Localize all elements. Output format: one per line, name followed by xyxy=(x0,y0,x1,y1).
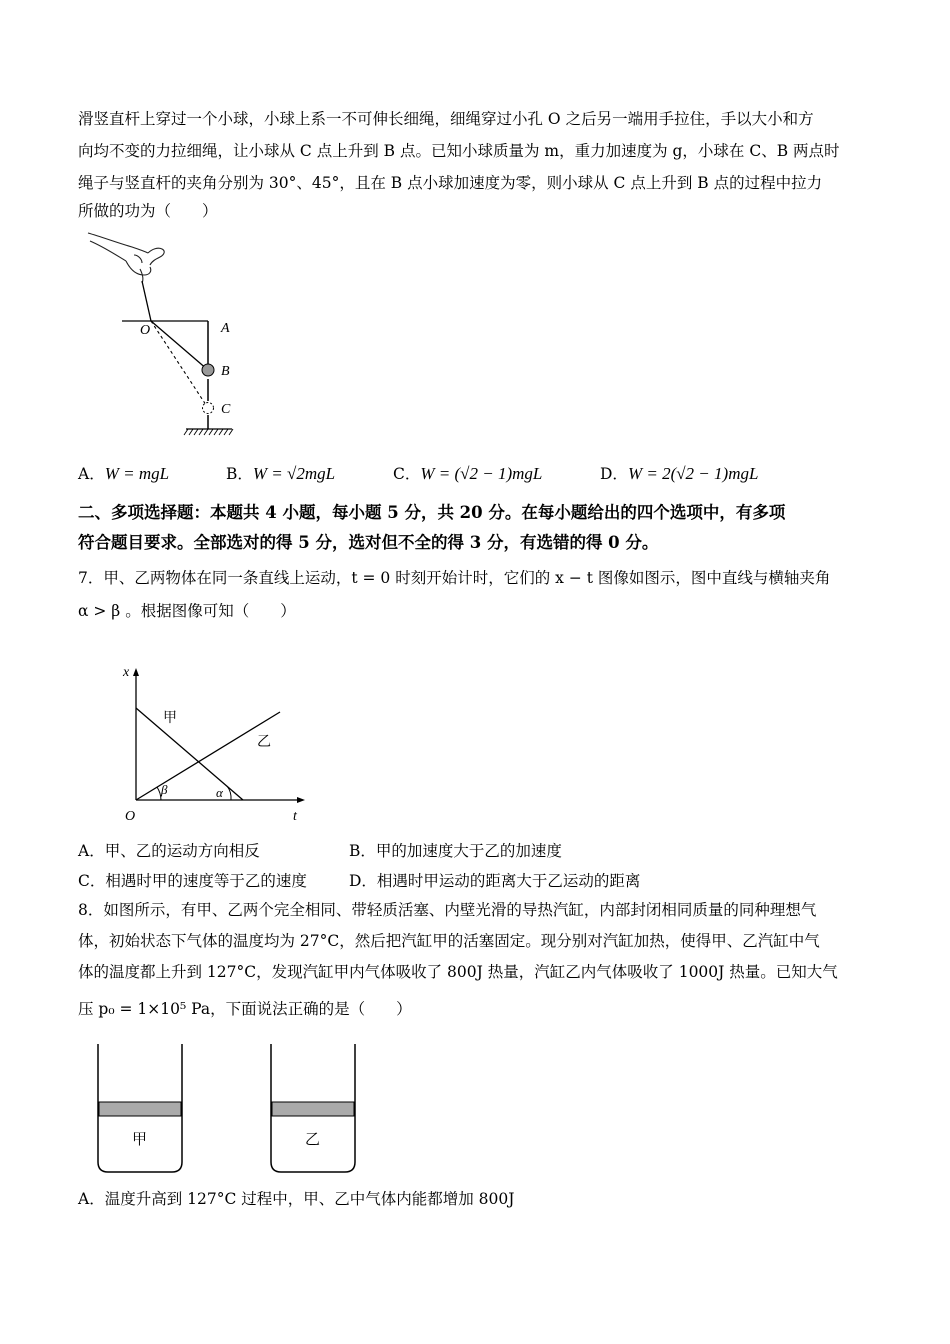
q7-option-a: A．甲、乙的运动方向相反 xyxy=(78,842,260,860)
q8-stem-line-4: 压 p₀ = 1×10⁵ Pa，下面说法正确的是（ ） xyxy=(78,1000,412,1018)
q6-option-d: D．W = 2(√2 − 1)mgL xyxy=(600,464,759,483)
q7-option-c: C．相遇时甲的速度等于乙的速度 xyxy=(78,872,307,890)
line-yi xyxy=(136,712,280,800)
q8-stem-line-1: 8．如图所示，有甲、乙两个完全相同、带轻质活塞、内壁光滑的导热汽缸，内部封闭相同质量的同种理想气 xyxy=(78,901,817,919)
q6-stem-line-3: 绳子与竖直杆的夹角分别为 30°、45°，且在 B 点小球加速度为零，则小球从 C 点上升到 B 点的过程中拉力 xyxy=(78,174,823,192)
label-beta: β xyxy=(161,782,168,797)
label-o: O xyxy=(140,323,151,338)
q6-option-a: A．W = mgL xyxy=(78,464,170,483)
section2-heading-line-1: 二、多项选择题：本题共 4 小题，每小题 5 分，共 20 分。在每小题给出的四个选项中，有多项 xyxy=(78,503,786,522)
q7-stem-line-1: 7．甲、乙两物体在同一条直线上运动，t = 0 时刻开始计时，它们的 x − t 图像如图示，图中直线与横轴夹角 xyxy=(78,569,831,587)
section2-heading-line-2: 符合题目要求。全部选对的得 5 分，选对但不全的得 3 分，有选错的得 0 分。 xyxy=(78,533,659,552)
q7-xt-graph xyxy=(115,660,315,825)
q6-figure xyxy=(80,225,250,440)
q8-stem-line-3: 体的温度都上升到 127°C，发现汽缸甲内气体吸收了 800J 热量，汽缸乙内气体吸收了 1000J 热量。已知大气 xyxy=(78,963,838,981)
piston-yi xyxy=(272,1102,354,1116)
q6-stem-line-1: 滑竖直杆上穿过一个小球，小球上系一不可伸长细绳，细绳穿过小孔 O 之后另一端用手拉住，手以大小和方 xyxy=(78,110,814,128)
label-a: A xyxy=(221,321,230,336)
q6-stem-line-2: 向均不变的力拉细绳，让小球从 C 点上升到 B 点。已知小球质量为 m，重力加速度为 g，小球在 C、B 两点时 xyxy=(78,142,840,160)
q8-option-a: A．温度升高到 127°C 过程中，甲、乙中气体内能都增加 800J xyxy=(78,1190,515,1208)
q8-cylinders xyxy=(90,1040,370,1180)
ball-b xyxy=(202,364,214,376)
label-cylinder-jia: 甲 xyxy=(132,1132,148,1148)
q6-option-c: C．W = (√2 − 1)mgL xyxy=(393,464,543,483)
label-cylinder-yi: 乙 xyxy=(305,1132,321,1148)
hand-icon xyxy=(88,233,164,283)
piston-jia xyxy=(99,1102,181,1116)
label-b: B xyxy=(221,364,230,379)
axis-label-t: t xyxy=(293,809,297,824)
ball-c xyxy=(203,403,214,414)
q6-stem-line-4: 所做的功为（ ） xyxy=(78,202,218,220)
q7-option-b: B．甲的加速度大于乙的加速度 xyxy=(349,842,562,860)
q6-option-b: B．W = √2mgL xyxy=(226,464,336,483)
origin-label: O xyxy=(125,809,136,824)
label-alpha: α xyxy=(216,785,223,800)
q7-option-d: D．相遇时甲运动的距离大于乙运动的距离 xyxy=(349,872,641,890)
label-c: C xyxy=(221,402,231,417)
axis-label-x: x xyxy=(123,665,130,680)
label-jia: 甲 xyxy=(163,711,177,726)
label-yi: 乙 xyxy=(257,735,271,750)
q7-stem-line-2: α > β 。根据图像可知（ ） xyxy=(78,602,296,620)
q8-stem-line-2: 体，初始状态下气体的温度均为 27°C，然后把汽缸甲的活塞固定。现分别对汽缸加热，使得甲、乙汽缸中气 xyxy=(78,932,820,950)
